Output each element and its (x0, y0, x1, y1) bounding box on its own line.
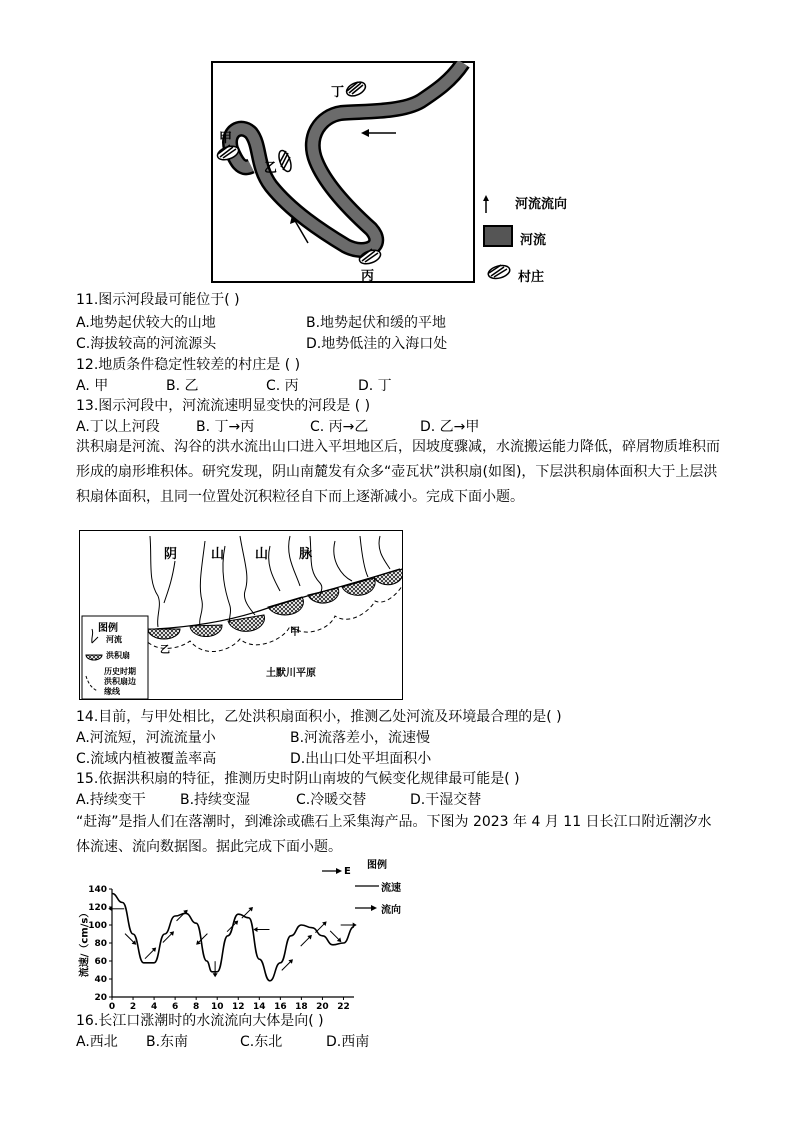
mountain-front-line (155, 569, 400, 629)
q14-option-a[interactable]: A.河流短，河流流量小 (76, 730, 216, 746)
q15-option-b[interactable]: B.持续变湿 (180, 792, 251, 808)
q13-option-d[interactable]: D. 乙→甲 (420, 419, 480, 435)
mountain-char-2: 山 (211, 547, 225, 562)
chart-legend-east: E (344, 866, 351, 877)
x-tick-label: 2 (129, 1002, 137, 1012)
q15-option-c[interactable]: C.冷暖交替 (296, 792, 367, 808)
legend-river: 河流 (520, 233, 547, 248)
direction-arrow-shaft (301, 936, 311, 946)
q15-option-d[interactable]: D.干湿交替 (410, 792, 482, 808)
direction-arrow-head (353, 923, 357, 928)
y-tick-label: 80 (94, 939, 107, 949)
chart-legend-direction: 流向 (381, 905, 401, 916)
legend-arrow-icon (482, 194, 492, 214)
x-tick-label: 12 (231, 1002, 245, 1012)
label-jia-fan: 甲 (290, 627, 300, 638)
direction-arrow-shaft (315, 923, 325, 933)
speed-line (112, 894, 354, 981)
y-tick-label: 20 (94, 993, 107, 1003)
historic-fan-boundary (140, 586, 402, 652)
figure-river-meander (211, 61, 475, 283)
plain-label: 土默川平原 (266, 668, 316, 679)
direction-arrow-shaft (330, 931, 340, 941)
q11-option-b[interactable]: B.地势起伏和缓的平地 (306, 315, 447, 331)
fan-legend-historic-3: 缘线 (104, 687, 120, 696)
q11-option-d[interactable]: D.地势低洼的入海口处 (306, 336, 448, 352)
fan-legend-river: 河流 (106, 635, 122, 644)
rivers (150, 536, 390, 627)
fan-legend-title: 图例 (98, 623, 118, 634)
direction-arrow-shaft (198, 934, 208, 944)
q13-option-c[interactable]: C. 丙→乙 (310, 419, 369, 435)
chart-ylabel: 流速/（cm/s） (79, 907, 91, 978)
x-tick-label: 14 (253, 1002, 266, 1012)
q13-option-b[interactable]: B. 丁→丙 (196, 419, 255, 435)
q16-option-a[interactable]: A.西北 (76, 1034, 118, 1050)
q13-option-a[interactable]: A.丁以上河段 (76, 419, 160, 435)
chart-legend-title: 图例 (367, 860, 387, 871)
direction-arrow-head (213, 973, 218, 977)
village-yi-icon (277, 149, 294, 173)
x-tick-label: 20 (316, 1002, 329, 1012)
chart-legend-speed: 流速 (381, 883, 401, 894)
direction-arrow-shaft (145, 949, 155, 959)
q11-option-a[interactable]: A.地势起伏较大的山地 (76, 315, 216, 331)
fan-legend-fan: 洪积扇 (106, 651, 130, 660)
x-tick-label: 16 (274, 1002, 287, 1012)
q14-stem: 14.目前，与甲处相比，乙处洪积扇面积小，推测乙处河流及环境最合理的是( ) (76, 709, 562, 725)
direction-arrow-shaft (125, 934, 135, 944)
q15-option-a[interactable]: A.持续变干 (76, 792, 146, 808)
legend-village: 村庄 (518, 270, 545, 285)
figure-alluvial-fans (79, 530, 403, 700)
q14-option-c[interactable]: C.流域内植被覆盖率高 (76, 751, 217, 767)
legend-river-swatch (483, 225, 513, 247)
legend-direction-arrow-icon (355, 903, 379, 913)
q13-stem: 13.图示河段中，河流流速明显变快的河段是 ( ) (76, 398, 371, 414)
q16-option-b[interactable]: B.东南 (146, 1034, 189, 1050)
x-tick-label: 6 (171, 1002, 179, 1012)
q16-option-d[interactable]: D.西南 (326, 1034, 370, 1050)
q16-option-c[interactable]: C.东北 (240, 1034, 283, 1050)
q12-option-a[interactable]: A. 甲 (76, 378, 109, 394)
q12-option-c[interactable]: C. 丙 (266, 378, 299, 394)
fan-legend-historic-1: 历史时期 (104, 667, 136, 676)
legend-speed-line-icon (355, 883, 379, 889)
q12-stem: 12.地质条件稳定性较差的村庄是 ( ) (76, 357, 301, 373)
y-tick-label: 40 (94, 975, 107, 985)
y-tick-label: 100 (88, 921, 107, 931)
q12-option-d[interactable]: D. 丁 (358, 378, 392, 394)
x-tick-label: 18 (295, 1002, 308, 1012)
label-jia: 甲 (219, 131, 233, 146)
q16-stem: 16.长江口涨潮时的水流流向大体是向( ) (76, 1013, 324, 1029)
q11-option-c[interactable]: C.海拔较高的河流源头 (76, 336, 217, 352)
flow-arrow-upper (361, 129, 396, 137)
label-ding: 丁 (331, 85, 345, 100)
x-tick-label: 4 (150, 1002, 158, 1012)
q11-stem: 11.图示河段最可能位于( ) (76, 292, 240, 308)
mountain-char-4: 脉 (299, 547, 313, 562)
label-yi: 乙 (264, 161, 278, 176)
y-tick-label: 60 (94, 957, 107, 967)
passage-tide: “赶海”是指人们在落潮时，到滩涂或礁石上采集海产品。下图为 2023 年 4 月 11 日长江口附近潮汐水体流速、流向数据图。据此完成下面小题。 (76, 814, 712, 855)
y-tick-label: 140 (88, 885, 107, 895)
q15-stem: 15.依据洪积扇的特征，推测历史时阴山南坡的气候变化规律最可能是( ) (76, 771, 520, 787)
legend-east-arrow-icon (320, 866, 344, 876)
legend-village-icon (485, 264, 513, 280)
y-tick-label: 120 (88, 903, 107, 913)
direction-arrow-head (253, 927, 257, 932)
mountain-char-3: 山 (255, 547, 269, 562)
passage-alluvial-fan: 洪积扇是河流、沟谷的洪水流出山口进入平坦地区后，因坡度骤减，水流搬运能力降低，碎屑物质堆积而形成的扇形堆积体。研究发现，阴山南麓发有众多“壶瓦状”洪积扇(如图)，下层洪积扇体面积大于上层洪积扇体面积，且同一位置处沉积粒径自下而上逐渐减小。完成下面小题。 (76, 439, 720, 505)
q12-option-b[interactable]: B. 乙 (166, 378, 199, 394)
q14-option-d[interactable]: D.出山口处平坦面积小 (290, 751, 432, 767)
q14-option-b[interactable]: B.河流落差小，流速慢 (290, 730, 431, 746)
label-bing: 丙 (361, 269, 375, 284)
x-tick-label: 0 (108, 1002, 116, 1012)
mountain-char-1: 阴 (164, 547, 178, 562)
village-ding-icon (344, 79, 367, 98)
direction-arrow-shaft (282, 961, 292, 971)
x-tick-label: 22 (337, 1002, 350, 1012)
x-tick-label: 10 (210, 1002, 224, 1012)
label-yi-fan: 乙 (160, 645, 170, 656)
x-tick-label: 8 (193, 1002, 200, 1012)
legend-flow-direction: 河流流向 (515, 197, 568, 212)
fan-legend-historic-2: 洪积扇边 (104, 677, 136, 686)
